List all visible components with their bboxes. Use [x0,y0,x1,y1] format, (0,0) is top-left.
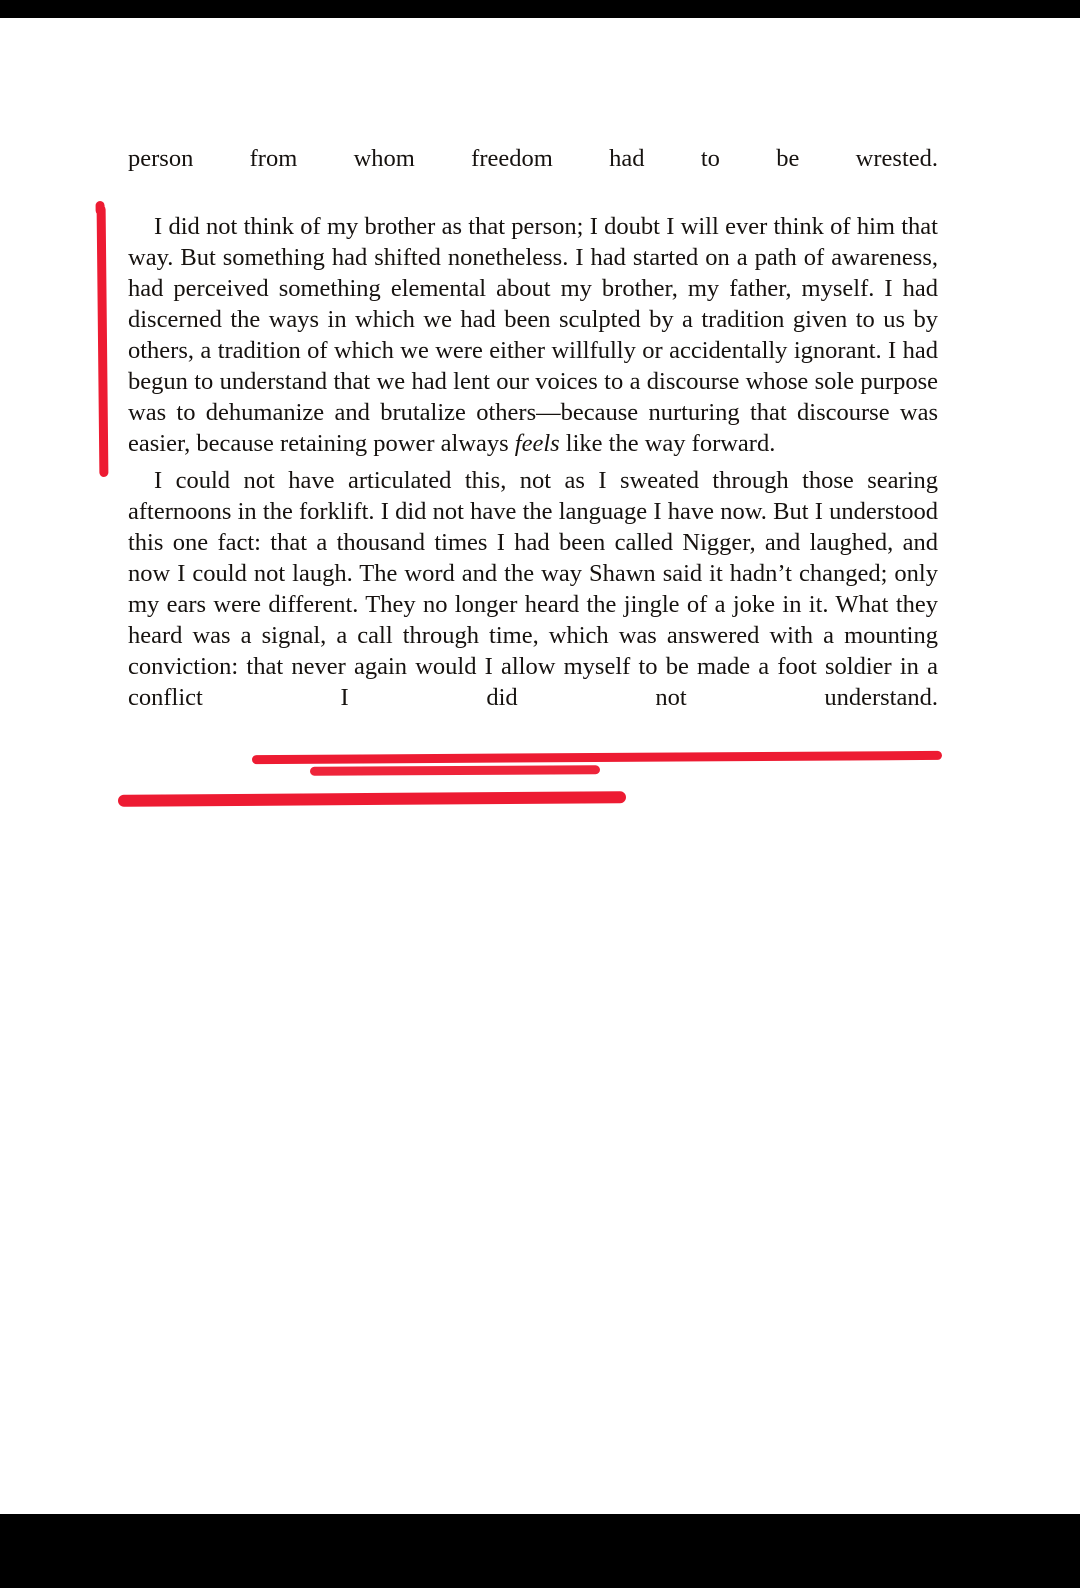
paragraph-1: person from whom freedom had to be wrested. [128,145,938,172]
page-text-body [128,143,938,744]
bottom-letterbox-bar [0,1514,1080,1588]
paragraph-2-text-after-italic: like the way forward. [559,430,776,457]
paragraph-2-italic-word: feels [514,430,560,457]
top-letterbox-bar [0,0,1080,18]
document-page [0,18,1080,1514]
paragraph-3: I could not have articulated this, not as I sweated through those searing afternoons in the forklift. I did not have the language I have now. But I understood this one fact: that a thousand times I had been called Nigger, and laughed, and now I could not laugh. The word and the way Shawn said it hadn’t changed; only my ears were different. They no longer heard the jingle of a joke in it. What they heard was a signal, a call through time, which was answered with a mounting conviction: that never again would I allow myself to be made a foot soldier in a conflict I did not understand. [128,467,938,711]
paragraph-2-text-before-italic: I did not think of my brother as that person; I doubt I will ever think of him that way. But something had shifted nonetheless. I had started on a path of awareness, had perceived something elemental about my brother, my father, myself. I had discerned the ways in which we had been sculpted by a tradition given to us by others, a tradition of which we were either willfully or accidentally ignorant. I had begun to understand that we had lent our voices to a discourse whose sole purpose was to dehumanize and brutalize others—because nurturing that discourse was easier, because retaining power always [128,213,938,457]
paragraph-2 [128,211,938,459]
